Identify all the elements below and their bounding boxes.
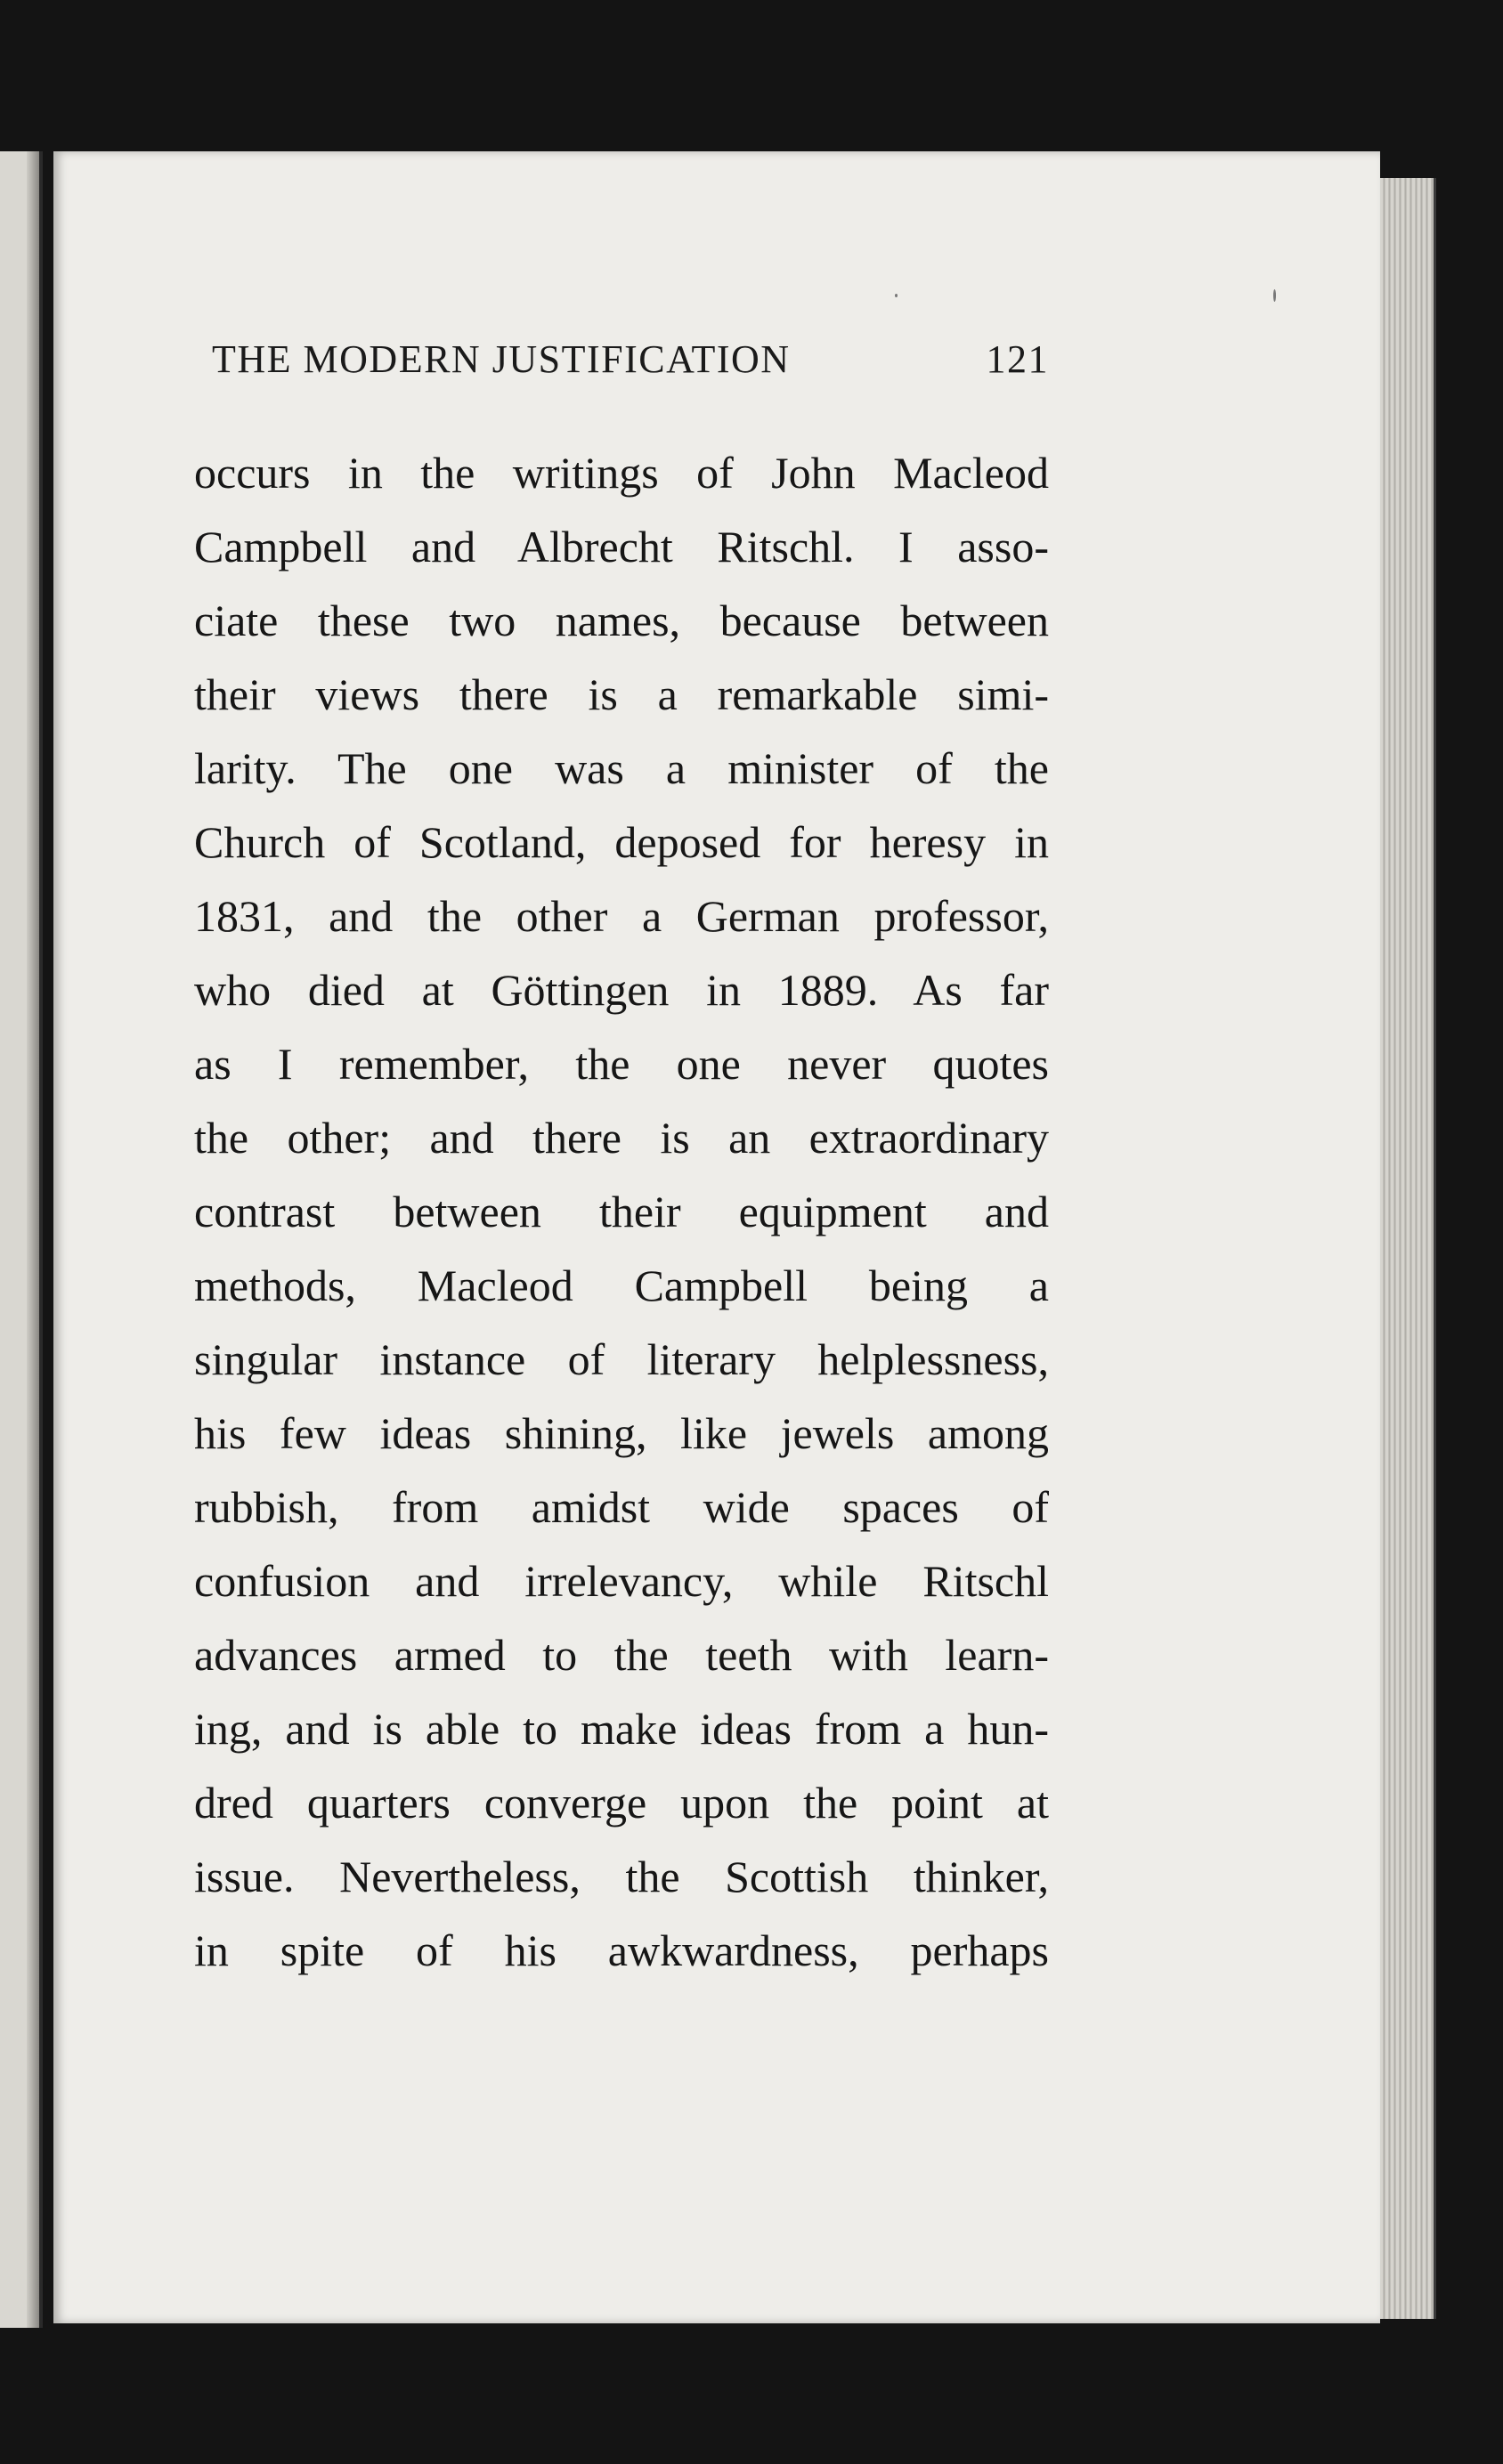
text-line: as I remember, the one never quotes [194,1039,1049,1089]
text-line: methods, Macleod Campbell being a [194,1260,1049,1310]
text-line: Church of Scotland, deposed for heresy in [194,817,1049,867]
text-line: confusion and irrelevancy, while Ritschl [194,1556,1049,1606]
page-edges [1380,178,1436,2319]
text-line: rubbish, from amidst wide spaces of [194,1482,1049,1532]
text-line: ing, and is able to make ideas from a hun- [194,1704,1049,1754]
paper-speck [1273,289,1276,302]
text-line: issue. Nevertheless, the Scottish thinker, [194,1852,1049,1901]
text-line: ciate these two names, because between [194,596,1049,645]
text-line: 1831, and the other a German professor, [194,891,1049,941]
text-line: singular instance of literary helplessness, [194,1334,1049,1384]
text-line: their views there is a remarkable simi- [194,669,1049,719]
paper-speck [895,294,898,297]
text-line: advances armed to the teeth with learn- [194,1630,1049,1680]
text-line: his few ideas shining, like jewels among [194,1408,1049,1458]
text-line: in spite of his awkwardness, perhaps [194,1925,1049,1975]
text-line: the other; and there is an extraordinary [194,1113,1049,1163]
body-text [194,436,1049,1988]
gutter-shadow [27,151,39,2328]
page-number: 121 [986,337,1049,381]
text-line: dred quarters converge upon the point at [194,1778,1049,1828]
text-line: contrast between their equipment and [194,1187,1049,1236]
running-head [212,336,1049,390]
text-line: Campbell and Albrecht Ritschl. I asso- [194,522,1049,571]
text-line: larity. The one was a minister of the [194,743,1049,793]
facing-page-edge [0,151,43,2328]
text-line: occurs in the writings of John Macleod [194,448,1049,498]
text-line: who died at Göttingen in 1889. As far [194,965,1049,1015]
running-head-title: THE MODERN JUSTIFICATION [212,337,791,381]
